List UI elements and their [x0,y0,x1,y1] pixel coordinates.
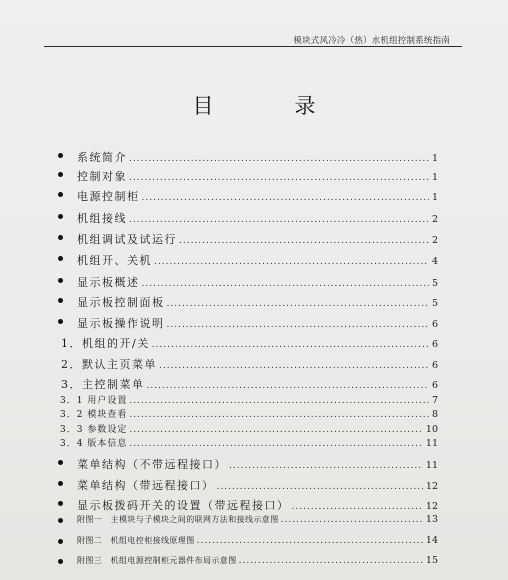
toc-entry[interactable] [77,188,438,204]
toc-entry-label: 菜单结构（带远程接口） [77,479,215,492]
toc-entry-label: 菜单结构（不带远程接口） [77,458,227,471]
toc-entry-label: 电源控制柜 [77,190,140,203]
toc-entry-label: 附图一 主模块与子模块之间的联网方法和接线示意图 [77,515,279,524]
toc-entry[interactable] [60,436,438,449]
toc-entry[interactable] [61,335,438,351]
toc-leader-dots [129,174,429,183]
running-header: 模块式风冷冷（热）水机组控制系统指南 [293,36,450,46]
toc-page-number: 11 [425,460,438,471]
toc-page-number: 12 [425,481,438,492]
toc-entry-label: 控制对象 [77,170,127,183]
toc-page-number: 15 [425,555,438,566]
toc-page-number: 6 [431,360,438,371]
toc-page-number: 5 [431,298,438,309]
toc-leader-dots [129,440,423,449]
toc-leader-dots [159,362,429,371]
toc-entry[interactable] [77,168,438,184]
toc-entry[interactable] [77,456,438,472]
toc-entry[interactable] [77,477,438,493]
toc-bullet [58,539,63,544]
toc-entry[interactable] [60,422,438,435]
toc-entry-label: 3．3 参数设定 [60,425,128,435]
toc-leader-dots [167,300,429,309]
toc-bullet [58,460,63,465]
toc-entry-label: 附图三 机组电源控制柜元器件布局示意图 [77,556,237,565]
toc-page-number: 4 [431,256,438,267]
toc-bullet [58,298,63,303]
toc-page-number: 2 [431,214,438,225]
toc-page-number: 6 [431,380,438,391]
toc-leader-dots [147,382,429,391]
toc-entry-label: 机组接线 [77,212,127,225]
toc-entry[interactable] [77,231,438,247]
toc-entry[interactable] [77,514,438,525]
toc-entry[interactable] [77,149,438,165]
toc-page-number: 14 [425,535,438,546]
toc-entry-label: 显示板概述 [77,276,140,289]
toc-entry[interactable] [61,376,438,392]
toc-entry[interactable] [60,407,438,420]
toc-entry-label: 显示板操作说明 [77,317,165,330]
toc-entry-label: 3．4 版本信息 [60,439,128,449]
toc-bullet [58,214,63,219]
toc-page-number: 12 [425,501,438,512]
toc-entry[interactable] [77,555,438,566]
toc-entry-label: 显示板拨码开关的设置（带远程接口） [77,499,290,512]
toc-page-number: 11 [425,438,438,449]
toc-entry-label: 3．1 用户设置 [60,396,128,406]
toc-leader-dots [129,411,429,420]
toc-bullet [58,256,63,261]
toc-leader-dots [217,483,423,492]
toc-leader-dots [142,194,429,203]
toc-leader-dots [179,237,429,246]
toc-page-number: 6 [431,319,438,330]
toc-entry-label: 2．默认主页菜单 [61,358,157,371]
toc-page-number: 13 [425,514,438,525]
toc-bullet [58,235,63,240]
toc-entry[interactable] [77,274,438,290]
toc-entry[interactable] [77,294,438,310]
toc-leader-dots [129,426,423,435]
toc-page-number: 8 [431,409,438,420]
toc-page-number: 5 [431,278,438,289]
toc-entry[interactable] [77,535,438,546]
toc-entry-label: 3．主控制菜单 [61,378,145,391]
toc-title: 目 录 [192,94,346,118]
toc-entry[interactable] [61,356,438,372]
toc-page-number: 1 [431,192,438,203]
toc-page-number: 10 [425,424,438,435]
toc-leader-dots [129,155,429,164]
toc-bullet [58,319,63,324]
toc-bullet [58,192,63,197]
toc-leader-dots [239,557,423,566]
toc-leader-dots [281,516,423,525]
toc-leader-dots [129,397,429,406]
toc-leader-dots [229,462,423,471]
toc-page-number: 2 [431,235,438,246]
toc-bullet [58,172,63,177]
toc-leader-dots [152,341,429,350]
toc-entry[interactable] [77,210,438,226]
toc-entry-label: 系统简介 [77,151,127,164]
toc-bullet [58,153,63,158]
toc-leader-dots [154,258,429,267]
toc-entry-label: 机组开、关机 [77,254,152,267]
toc-entry[interactable] [60,393,438,406]
toc-page-number: 6 [431,339,438,350]
toc-bullet [58,518,63,523]
toc-entry-label: 附图二 机组电控柜接线原理图 [77,536,195,545]
toc-page-number: 7 [431,395,438,406]
toc-entry[interactable] [77,497,438,513]
toc-bullet [58,481,63,486]
toc-leader-dots [167,321,429,330]
toc-bullet [58,501,63,506]
toc-leader-dots [197,537,423,546]
toc-leader-dots [292,503,423,512]
toc-page-number: 1 [431,153,438,164]
toc-entry[interactable] [77,315,438,331]
toc-leader-dots [129,216,429,225]
toc-bullet [58,278,63,283]
toc-leader-dots [142,280,429,289]
toc-entry-label: 机组调试及试运行 [77,233,177,246]
toc-entry-label: 显示板控制面板 [77,296,165,309]
toc-entry-label: 3．2 模块查看 [60,410,128,420]
toc-bullet [58,559,63,564]
toc-entry-label: 1．机组的开/关 [61,337,150,350]
toc-page-number: 1 [431,172,438,183]
toc-entry[interactable] [77,252,438,268]
